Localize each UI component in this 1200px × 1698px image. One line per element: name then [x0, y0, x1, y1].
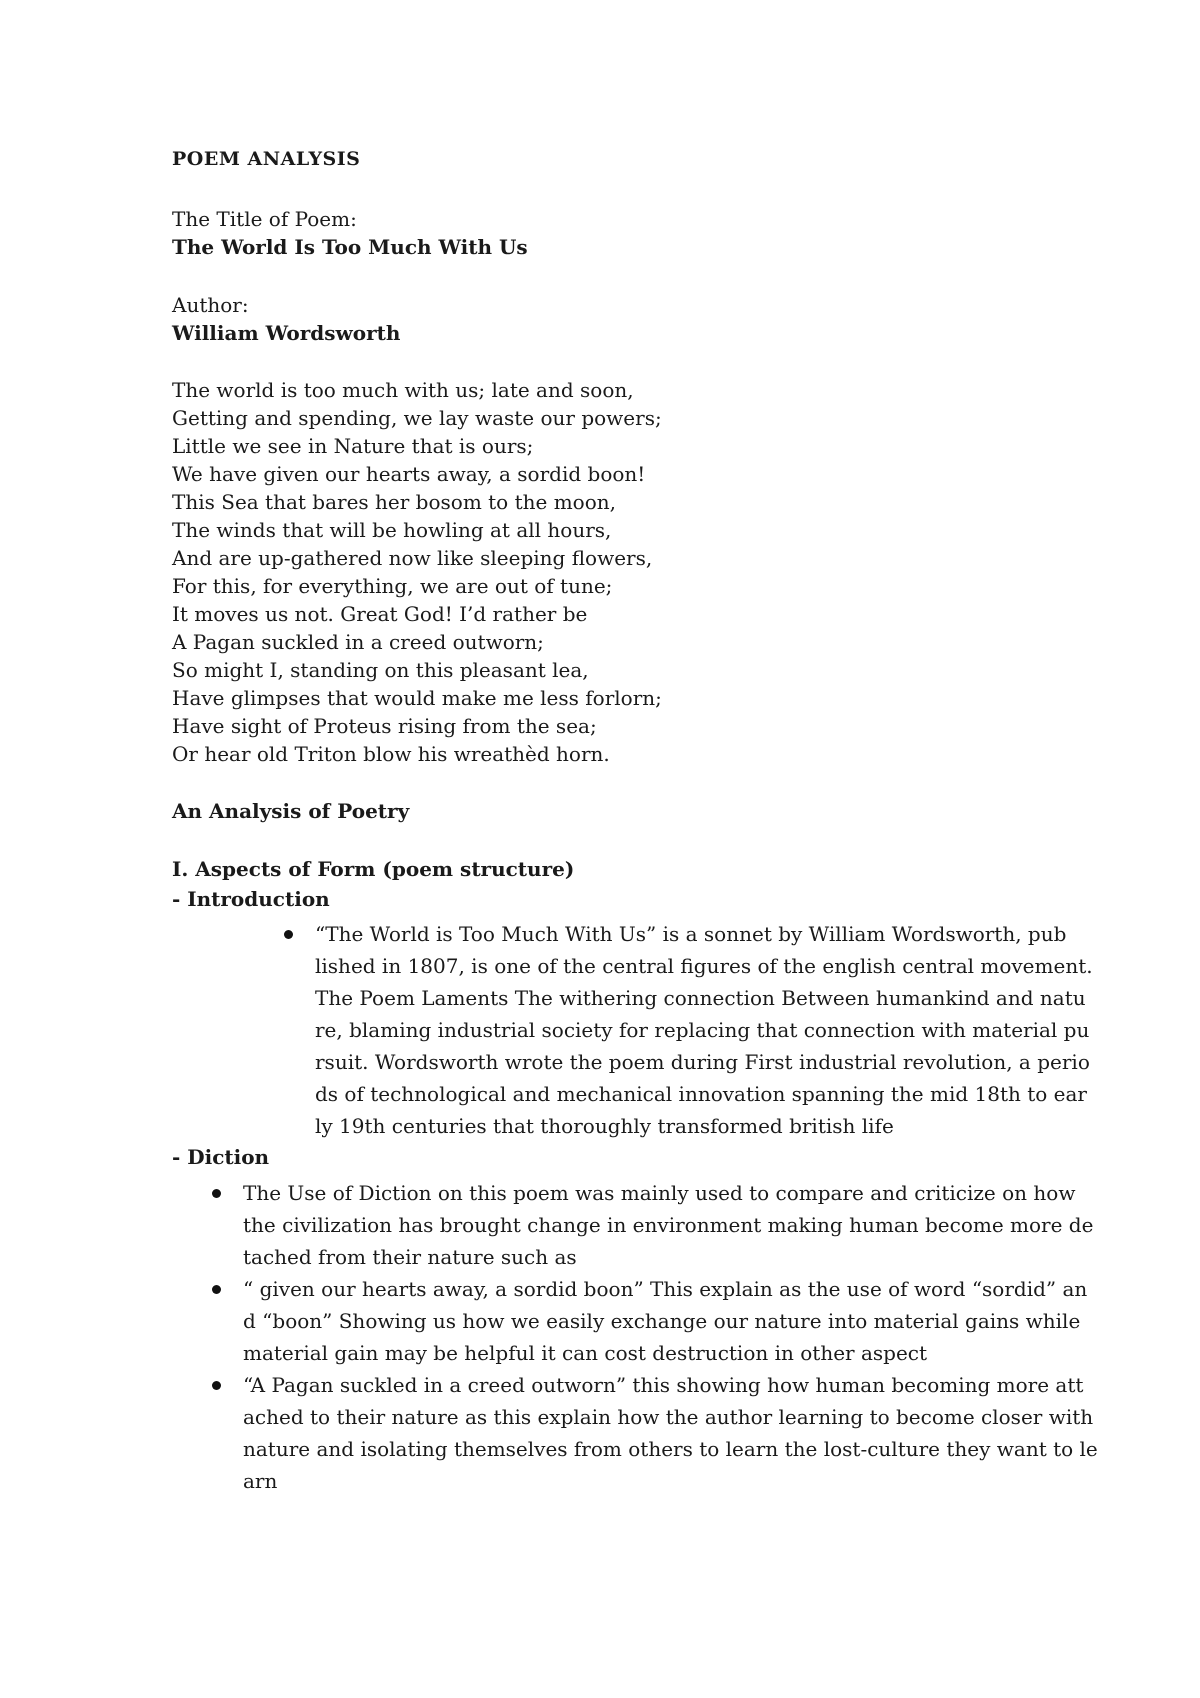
bullet-line: ly 19th centuries that thoroughly transformed british life — [315, 1114, 894, 1138]
poem-title: The World Is Too Much With Us — [172, 235, 528, 259]
bullet-line: ached to their nature as this explain how the author learning to become closer with — [243, 1405, 1094, 1429]
bullet-icon — [284, 930, 293, 939]
author-label: Author: — [172, 293, 249, 317]
bullet-icon — [212, 1189, 221, 1198]
bullet-line: “A Pagan suckled in a creed outworn” this showing how human becoming more att — [243, 1373, 1084, 1397]
poem-line: This Sea that bares her bosom to the moon, — [172, 490, 616, 514]
author-name: William Wordsworth — [172, 321, 401, 345]
bullet-line: The Use of Diction on this poem was mainly used to compare and criticize on how — [243, 1181, 1076, 1205]
bullet-line: arn — [243, 1469, 278, 1493]
bullet-line: re, blaming industrial society for replacing that connection with material pu — [315, 1018, 1090, 1042]
section-heading: I. Aspects of Form (poem structure) — [172, 857, 575, 881]
bullet-line: The Poem Laments The withering connection Between humankind and natu — [315, 986, 1086, 1010]
poem-line: Getting and spending, we lay waste our powers; — [172, 406, 662, 430]
analysis-heading: An Analysis of Poetry — [172, 799, 410, 823]
bullet-line: ds of technological and mechanical innovation spanning the mid 18th to ear — [315, 1082, 1087, 1106]
diction-bullet — [243, 1369, 1098, 1497]
bullet-icon — [212, 1381, 221, 1390]
poem-line: Little we see in Nature that is ours; — [172, 434, 534, 458]
poem-title-label: The Title of Poem: — [172, 207, 357, 231]
poem-line: The world is too much with us; late and soon, — [172, 378, 634, 402]
intro-bullet — [315, 918, 1093, 1142]
bullet-line: rsuit. Wordsworth wrote the poem during First industrial revolution, a perio — [315, 1050, 1090, 1074]
diction-heading: - Diction — [172, 1145, 270, 1169]
diction-bullet — [243, 1177, 1093, 1273]
poem-line: Have glimpses that would make me less forlorn; — [172, 686, 662, 710]
poem-line: Or hear old Triton blow his wreathèd horn. — [172, 742, 610, 766]
poem-line: A Pagan suckled in a creed outworn; — [172, 630, 544, 654]
poem-line: And are up-gathered now like sleeping flowers, — [172, 546, 653, 570]
bullet-line: the civilization has brought change in environment making human become more de — [243, 1213, 1094, 1237]
poem-line: For this, for everything, we are out of tune; — [172, 574, 613, 598]
bullet-icon — [212, 1285, 221, 1294]
poem-line: The winds that will be howling at all hours, — [172, 518, 612, 542]
bullet-line: tached from their nature such as — [243, 1245, 577, 1269]
poem-line: So might I, standing on this pleasant lea, — [172, 658, 589, 682]
diction-bullet — [243, 1273, 1087, 1369]
bullet-line: material gain may be helpful it can cost destruction in other aspect — [243, 1341, 928, 1365]
poem-line: It moves us not. Great God! I’d rather be — [172, 602, 588, 626]
poem-line: We have given our hearts away, a sordid boon! — [172, 462, 646, 486]
document-title: POEM ANALYSIS — [172, 148, 361, 170]
poem-text — [172, 376, 662, 768]
bullet-line: nature and isolating themselves from others to learn the lost-culture they want to le — [243, 1437, 1098, 1461]
introduction-heading: - Introduction — [172, 887, 330, 911]
bullet-line: lished in 1807, is one of the central figures of the english central movement. — [315, 954, 1093, 978]
bullet-line: d “boon” Showing us how we easily exchange our nature into material gains while — [243, 1309, 1081, 1333]
bullet-line: “ given our hearts away, a sordid boon” This explain as the use of word “sordid” an — [243, 1277, 1088, 1301]
poem-line: Have sight of Proteus rising from the sea; — [172, 714, 597, 738]
bullet-line: “The World is Too Much With Us” is a sonnet by William Wordsworth, pub — [315, 922, 1067, 946]
